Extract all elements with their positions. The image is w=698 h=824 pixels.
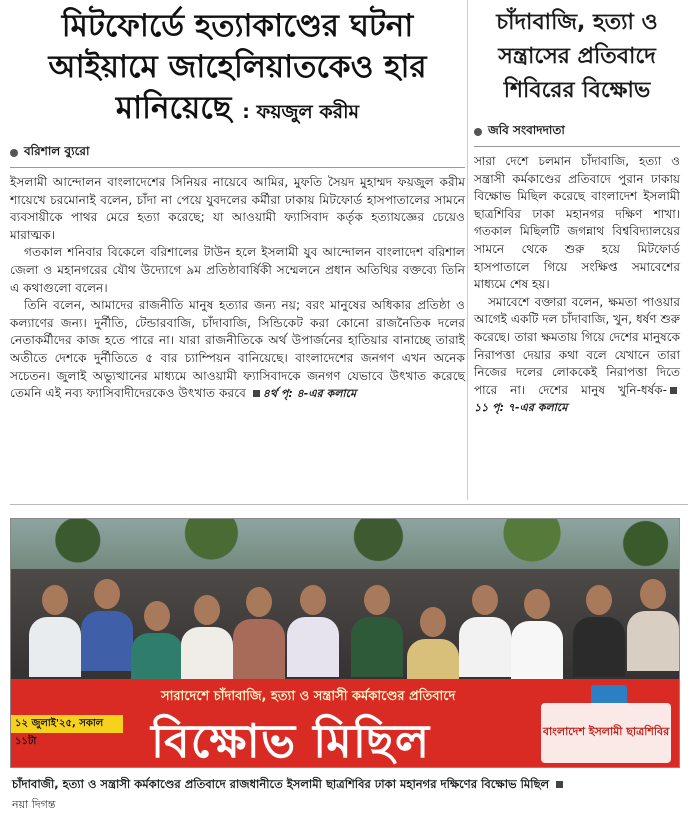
marcher	[29, 585, 81, 677]
marcher	[459, 585, 511, 677]
column-divider	[467, 0, 468, 500]
banner-title: বিক্ষোভ মিছিল	[151, 714, 431, 768]
protest-photo	[10, 518, 680, 768]
photo-divider	[10, 504, 688, 505]
main-continuation: ৪র্থ পৃ: ৪-এর কলামে	[262, 387, 357, 401]
banner-date: ১২ জুলাই'২৫, সকাল ১১টা	[11, 715, 123, 733]
banner-subtitle: সারাদেশে চাঁদাবাজি, হত্যা ও সন্ত্রাসী কর্মকাণ্ডের প্রতিবাদে	[161, 689, 456, 704]
marcher	[511, 589, 563, 681]
main-paragraph-text: তিনি বলেন, আমাদের রাজনীতি মানুষ হত্যার জন্য নয়; বরং মানুষের অধিকার প্রতিষ্ঠা ও কল্যাণের জন্য। দুর্নীতি, টেন্ডারবাজি, চাঁদাবাজি, সিন্ডিকেট করা কোনো রাজনৈতিক দলের নেতাকর্মীদের কাজ হতে পারে না। যারা রাজনীতিকে অর্থ উপার্জনের হাতিয়ার বানাচ্ছে তারাই অতীতে দেশকে দুর্নীতিতে ৫ বার চ্যাম্পিয়ন বানিয়েছে। বাংলাদেশের জনগণ এখন অনেক সচেতন। জুলাই অভ্যুত্থানের মাধ্যমে আওয়ামী ফ্যাসিবাদকে জনগণ যেভাবে উৎখাত করেছে তেমনি এই নব্য ফ্যাসিবাদীদেরকেও উৎখাত করবে	[10, 298, 465, 401]
side-continuation: ১১ পৃ: ৭-এর কলামে	[474, 401, 568, 415]
marcher	[181, 595, 233, 687]
side-byline	[474, 122, 680, 142]
side-story	[474, 6, 680, 417]
main-paragraph	[10, 297, 465, 403]
marcher	[233, 587, 285, 679]
square-icon	[556, 781, 563, 788]
main-body	[10, 174, 465, 403]
byline-rule	[10, 167, 465, 168]
marcher	[81, 579, 133, 671]
marcher	[573, 585, 625, 677]
photo-caption	[12, 776, 682, 792]
banner-organization: বাংলাদেশ ইসলামী ছাত্রশিবির	[541, 703, 671, 763]
byline-rule	[474, 146, 680, 147]
main-headline	[10, 6, 465, 133]
side-byline-text: জবি সংবাদদাতা	[488, 123, 565, 137]
main-headline-author: : ফয়জুল করীম	[242, 101, 360, 123]
main-byline-text: বরিশাল ব্যুরো	[24, 144, 90, 158]
main-paragraph: গতকাল শনিবার বিকেলে বরিশালের টাউন হলে ইসলামী যুব আন্দোলন বাংলাদেশ বরিশাল জেলা ও মহানগরের যৌথ উদ্যোগে ৯ম প্রতিষ্ঠাবার্ষিকী সম্মেলনে প্রধান অতিথির বক্তব্যে তিনি এ কথাগুলো বলেন।	[10, 245, 465, 295]
main-paragraph: ইসলামী আন্দোলন বাংলাদেশের সিনিয়র নায়েবে আমির, মুফতি সৈয়দ মুহাম্মদ ফয়জুল করীম শায়েখে চরমোনাই বলেন, চাঁদা না পেয়ে যুবদলের কর্মীরা ঢাকায় মিটফোর্ড হাসপাতালের সামনে ব্যবসায়ীকে পাথর মেরে হত্যা করেছে; যা আওয়ামী ফ্যাসিবাদ কর্তৃক হত্যাযজ্ঞের চেয়েও মারাত্মক।	[10, 175, 465, 242]
marcher	[287, 585, 339, 677]
marcher	[351, 585, 403, 677]
side-paragraph: সারা দেশে চলমান চাঁদাবাজি, হত্যা ও সন্ত্রাসী কর্মকাণ্ডের প্রতিবাদে পুরান ঢাকায় বিক্ষোভ মিছিল করেছে বাংলাদেশ ইসলামী ছাত্রশিবির ঢাকা মহানগর দক্ষিণ শাখা। গতকাল মিছিলটি জগন্নাথ বিশ্ববিদ্যালয়ের সামনে থেকে শুরু হয়ে মিটফোর্ড হাসপাতালে গিয়ে সংক্ষিপ্ত সমাবেশের মাধ্যমে শেষ হয়।	[474, 154, 680, 292]
square-icon	[670, 387, 677, 394]
square-icon	[253, 390, 260, 397]
side-body	[474, 153, 680, 417]
bullet-icon	[10, 149, 18, 157]
main-headline-text: মিটফোর্ডে হত্যাকাণ্ডের ঘটনা আইয়ামে জাহেলিয়াতকেও হার মানিয়েছে	[48, 8, 427, 126]
bullet-icon	[474, 128, 482, 136]
side-paragraph	[474, 294, 680, 417]
side-paragraph-text: সমাবেশে বক্তারা বলেন, ক্ষমতা পাওয়ার আগেই একটি দল চাঁদাবাজি, খুন, ধর্ষণ শুরু করেছে। তারা ক্ষমতায় গিয়ে দেশের মানুষকে নিরাপত্তা দেয়ার কথা বলে যেখানে তারা নিজের দলের লোককেই নিরাপত্তা দিতে পারে না। দেশের মানুষ খুনি-ধর্ষক-	[474, 294, 680, 397]
main-story	[10, 6, 465, 403]
side-headline: চাঁদাবাজি, হত্যা ও সন্ত্রাসের প্রতিবাদে শিবিরের বিক্ষোভ	[496, 10, 658, 103]
main-byline	[10, 143, 465, 163]
photo-caption-text: চাঁদাবাজী, হত্যা ও সন্ত্রাসী কর্মকাণ্ডের প্রতিবাদে রাজধানীতে ইসলামী ছাত্রশিবির ঢাকা মহানগর দক্ষিণের বিক্ষোভ মিছিল	[12, 777, 550, 791]
protest-banner	[11, 679, 679, 768]
marcher	[627, 579, 679, 671]
photo-credit: নয়া দিগন্ত	[12, 798, 56, 811]
